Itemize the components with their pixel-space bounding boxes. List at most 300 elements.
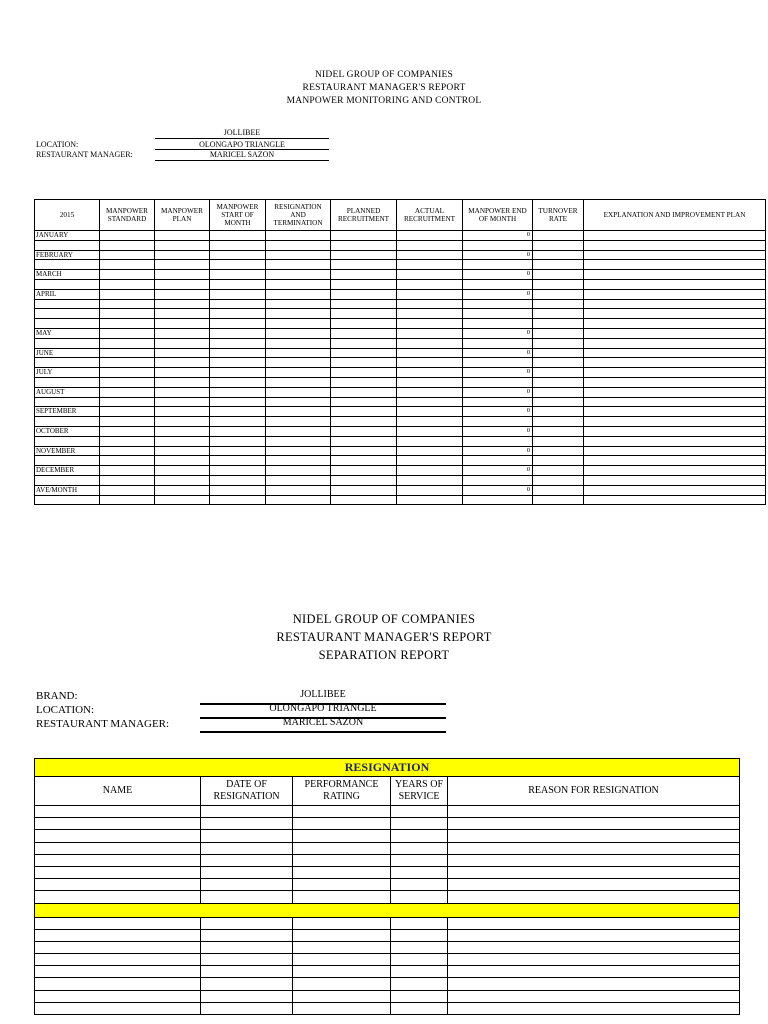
table-row bbox=[35, 446, 766, 456]
table-cell bbox=[210, 475, 266, 485]
table-row bbox=[35, 818, 740, 830]
column-header: MANPOWER END OF MONTH bbox=[463, 200, 533, 231]
section-title: RESIGNATION bbox=[35, 759, 740, 777]
table-cell bbox=[391, 866, 448, 878]
table-row bbox=[35, 231, 766, 241]
column-header: EXPLANATION AND IMPROVEMENT PLAN bbox=[584, 200, 766, 231]
table-cell bbox=[155, 446, 210, 456]
table-cell bbox=[35, 941, 201, 953]
table-cell bbox=[584, 348, 766, 358]
table-cell bbox=[533, 466, 584, 476]
table-cell bbox=[584, 397, 766, 407]
table-cell bbox=[266, 299, 331, 309]
table-row bbox=[35, 397, 766, 407]
table-cell bbox=[35, 929, 201, 941]
table-cell bbox=[100, 309, 155, 319]
table-cell bbox=[155, 231, 210, 241]
table-cell bbox=[210, 231, 266, 241]
table-cell bbox=[201, 929, 293, 941]
table-row bbox=[35, 485, 766, 495]
table-cell bbox=[35, 978, 201, 990]
table-cell bbox=[584, 456, 766, 466]
table-cell bbox=[391, 842, 448, 854]
table-row bbox=[35, 309, 766, 319]
month-label: JULY bbox=[35, 368, 100, 378]
table-cell bbox=[397, 231, 463, 241]
table-cell bbox=[391, 954, 448, 966]
table-cell bbox=[397, 368, 463, 378]
table-cell bbox=[210, 436, 266, 446]
end-of-month-value: 0 bbox=[463, 485, 533, 495]
table-cell bbox=[266, 368, 331, 378]
month-label bbox=[35, 309, 100, 319]
table-cell bbox=[463, 495, 533, 505]
table-cell bbox=[397, 446, 463, 456]
table-cell bbox=[266, 328, 331, 338]
table-cell bbox=[448, 891, 740, 903]
table-cell bbox=[533, 328, 584, 338]
manpower-monitoring-table bbox=[34, 199, 766, 505]
column-header-rating: PERFORMANCE RATING bbox=[293, 777, 391, 806]
table-row bbox=[35, 289, 766, 299]
table-cell bbox=[463, 397, 533, 407]
table-cell bbox=[397, 466, 463, 476]
table-cell bbox=[331, 270, 397, 280]
table-cell bbox=[584, 387, 766, 397]
table-cell bbox=[210, 358, 266, 368]
table-row bbox=[35, 941, 740, 953]
end-of-month-value: 0 bbox=[463, 407, 533, 417]
table-cell bbox=[391, 806, 448, 818]
table-cell bbox=[201, 866, 293, 878]
table-cell bbox=[331, 348, 397, 358]
column-header: TURNOVER RATE bbox=[533, 200, 584, 231]
month-label: FEBRUARY bbox=[35, 250, 100, 260]
table-cell bbox=[391, 929, 448, 941]
table-row bbox=[35, 879, 740, 891]
table-cell bbox=[463, 475, 533, 485]
table-cell bbox=[155, 407, 210, 417]
table-cell bbox=[533, 289, 584, 299]
table-row bbox=[35, 966, 740, 978]
table-cell bbox=[331, 436, 397, 446]
table-cell bbox=[100, 436, 155, 446]
report1-location-value: OLONGAPO TRIANGLE bbox=[199, 140, 285, 149]
table-cell bbox=[533, 319, 584, 329]
table-cell bbox=[397, 485, 463, 495]
table-cell bbox=[397, 299, 463, 309]
table-cell bbox=[210, 270, 266, 280]
column-header-date: DATE OF RESIGNATION bbox=[201, 777, 293, 806]
table-cell bbox=[463, 338, 533, 348]
table-cell bbox=[201, 917, 293, 929]
table-cell bbox=[533, 456, 584, 466]
table-cell bbox=[391, 830, 448, 842]
table-cell bbox=[448, 954, 740, 966]
table-cell bbox=[293, 954, 391, 966]
table-cell bbox=[331, 377, 397, 387]
table-cell bbox=[448, 854, 740, 866]
table-cell bbox=[266, 231, 331, 241]
table-cell bbox=[533, 231, 584, 241]
table-cell bbox=[391, 879, 448, 891]
table-cell bbox=[331, 387, 397, 397]
report2-title-line-3: SEPARATION REPORT bbox=[318, 648, 450, 662]
table-cell bbox=[155, 309, 210, 319]
table-cell bbox=[266, 338, 331, 348]
table-cell bbox=[100, 289, 155, 299]
table-cell bbox=[266, 466, 331, 476]
table-cell bbox=[155, 250, 210, 260]
table-cell bbox=[584, 358, 766, 368]
table-cell bbox=[100, 348, 155, 358]
info-line bbox=[155, 138, 329, 139]
table-cell bbox=[35, 866, 201, 878]
table-row bbox=[35, 387, 766, 397]
table-cell bbox=[210, 289, 266, 299]
table-cell bbox=[533, 260, 584, 270]
table-cell bbox=[100, 328, 155, 338]
table-cell bbox=[397, 328, 463, 338]
table-cell bbox=[397, 436, 463, 446]
table-cell bbox=[201, 966, 293, 978]
table-cell bbox=[35, 397, 100, 407]
table-cell bbox=[100, 299, 155, 309]
table-row bbox=[35, 475, 766, 485]
table-cell bbox=[100, 466, 155, 476]
table-cell bbox=[155, 368, 210, 378]
table-cell bbox=[331, 426, 397, 436]
table-cell bbox=[155, 417, 210, 427]
table-cell bbox=[397, 407, 463, 417]
table-cell bbox=[35, 842, 201, 854]
table-row bbox=[35, 436, 766, 446]
table-cell bbox=[397, 309, 463, 319]
table-cell bbox=[100, 475, 155, 485]
table-cell bbox=[210, 387, 266, 397]
table-row bbox=[35, 377, 766, 387]
table-body bbox=[35, 231, 766, 505]
table-row bbox=[35, 456, 766, 466]
table-cell bbox=[155, 279, 210, 289]
table-cell bbox=[35, 891, 201, 903]
table-row bbox=[35, 417, 766, 427]
table-cell bbox=[331, 495, 397, 505]
table-cell bbox=[201, 891, 293, 903]
table-cell bbox=[397, 338, 463, 348]
table-cell bbox=[331, 299, 397, 309]
resignation-header-row bbox=[35, 777, 740, 806]
table-cell bbox=[533, 387, 584, 397]
table-cell bbox=[266, 475, 331, 485]
end-of-month-value: 0 bbox=[463, 387, 533, 397]
table-cell bbox=[35, 830, 201, 842]
table-cell bbox=[397, 260, 463, 270]
table-cell bbox=[293, 917, 391, 929]
table-cell bbox=[331, 319, 397, 329]
table-cell bbox=[331, 279, 397, 289]
table-cell bbox=[35, 495, 100, 505]
month-label: MAY bbox=[35, 328, 100, 338]
report1-title-line-3: MANPOWER MONITORING AND CONTROL bbox=[286, 96, 482, 106]
section-title-row bbox=[35, 759, 740, 777]
table-cell bbox=[100, 495, 155, 505]
column-header: PLANNED RECRUITMENT bbox=[331, 200, 397, 231]
table-cell bbox=[266, 426, 331, 436]
table-cell bbox=[155, 485, 210, 495]
table-row bbox=[35, 240, 766, 250]
table-cell bbox=[210, 240, 266, 250]
table-cell bbox=[155, 387, 210, 397]
table-cell bbox=[210, 368, 266, 378]
end-of-month-value: 0 bbox=[463, 270, 533, 280]
table-cell bbox=[266, 270, 331, 280]
table-cell bbox=[100, 397, 155, 407]
table-cell bbox=[201, 854, 293, 866]
table-cell bbox=[397, 250, 463, 260]
table-cell bbox=[35, 377, 100, 387]
table-cell bbox=[210, 309, 266, 319]
report1-location-label: LOCATION: bbox=[36, 140, 79, 149]
table-cell bbox=[331, 260, 397, 270]
table-cell bbox=[266, 289, 331, 299]
table-cell bbox=[331, 446, 397, 456]
table-cell bbox=[35, 338, 100, 348]
table-cell bbox=[35, 417, 100, 427]
table-cell bbox=[201, 842, 293, 854]
table-cell bbox=[391, 978, 448, 990]
resignation-table bbox=[34, 758, 740, 1015]
table-row bbox=[35, 929, 740, 941]
table-cell bbox=[397, 397, 463, 407]
table-cell bbox=[155, 475, 210, 485]
table-cell bbox=[266, 456, 331, 466]
table-row bbox=[35, 348, 766, 358]
table-cell bbox=[100, 377, 155, 387]
table-cell bbox=[100, 260, 155, 270]
table-cell bbox=[533, 485, 584, 495]
table-cell bbox=[533, 309, 584, 319]
table-cell bbox=[210, 466, 266, 476]
table-cell bbox=[35, 903, 740, 917]
table-row bbox=[35, 891, 740, 903]
table-row bbox=[35, 299, 766, 309]
column-header: ACTUAL RECRUITMENT bbox=[397, 200, 463, 231]
end-of-month-value: 0 bbox=[463, 328, 533, 338]
table-cell bbox=[35, 475, 100, 485]
table-cell bbox=[100, 270, 155, 280]
year-header: 2015 bbox=[35, 200, 100, 231]
table-cell bbox=[397, 348, 463, 358]
table-row bbox=[35, 806, 740, 818]
end-of-month-value bbox=[463, 309, 533, 319]
table-cell bbox=[210, 446, 266, 456]
column-header: RESIGNATION AND TERMINATION bbox=[266, 200, 331, 231]
report1-title-line-2: RESTAURANT MANAGER'S REPORT bbox=[302, 83, 466, 93]
report1-title-line-1: NIDEL GROUP OF COMPANIES bbox=[314, 70, 454, 80]
table-cell bbox=[35, 966, 201, 978]
report1-manager-value: MARICEL SAZON bbox=[209, 150, 275, 159]
table-cell bbox=[210, 417, 266, 427]
table-cell bbox=[397, 279, 463, 289]
table-cell bbox=[293, 818, 391, 830]
table-cell bbox=[201, 990, 293, 1002]
table-cell bbox=[397, 387, 463, 397]
table-cell bbox=[155, 348, 210, 358]
table-cell bbox=[266, 240, 331, 250]
table-cell bbox=[210, 260, 266, 270]
table-cell bbox=[463, 319, 533, 329]
table-cell bbox=[533, 475, 584, 485]
table-cell bbox=[584, 485, 766, 495]
end-of-month-value: 0 bbox=[463, 231, 533, 241]
table-cell bbox=[210, 328, 266, 338]
table-cell bbox=[266, 309, 331, 319]
report1-title-block bbox=[0, 69, 768, 108]
table-cell bbox=[266, 348, 331, 358]
table-cell bbox=[155, 456, 210, 466]
table-cell bbox=[266, 397, 331, 407]
table-cell bbox=[331, 231, 397, 241]
table-cell bbox=[448, 917, 740, 929]
table-cell bbox=[35, 319, 100, 329]
table-row bbox=[35, 260, 766, 270]
table-cell bbox=[100, 231, 155, 241]
end-of-month-value: 0 bbox=[463, 250, 533, 260]
table-row bbox=[35, 954, 740, 966]
table-cell bbox=[533, 446, 584, 456]
column-header: MANPOWER PLAN bbox=[155, 200, 210, 231]
table-cell bbox=[448, 978, 740, 990]
table-cell bbox=[463, 260, 533, 270]
table-cell bbox=[100, 485, 155, 495]
table-cell bbox=[266, 279, 331, 289]
table-cell bbox=[155, 319, 210, 329]
table-cell bbox=[391, 891, 448, 903]
table-row bbox=[35, 1002, 740, 1014]
table-cell bbox=[331, 309, 397, 319]
table-cell bbox=[533, 358, 584, 368]
table-row bbox=[35, 407, 766, 417]
table-cell bbox=[584, 407, 766, 417]
table-cell bbox=[448, 866, 740, 878]
report2-title-line-2: RESTAURANT MANAGER'S REPORT bbox=[276, 630, 492, 644]
table-cell bbox=[448, 990, 740, 1002]
table-cell bbox=[391, 917, 448, 929]
report2-brand-value: JOLLIBEE bbox=[300, 689, 346, 700]
table-header-row bbox=[35, 200, 766, 231]
table-cell bbox=[201, 830, 293, 842]
table-cell bbox=[35, 240, 100, 250]
table-cell bbox=[533, 417, 584, 427]
table-cell bbox=[533, 299, 584, 309]
month-label: JUNE bbox=[35, 348, 100, 358]
table-cell bbox=[397, 240, 463, 250]
table-cell bbox=[463, 299, 533, 309]
table-cell bbox=[155, 328, 210, 338]
table-cell bbox=[397, 270, 463, 280]
table-cell bbox=[331, 250, 397, 260]
table-cell bbox=[35, 260, 100, 270]
table-cell bbox=[533, 397, 584, 407]
table-cell bbox=[210, 485, 266, 495]
table-cell bbox=[210, 299, 266, 309]
table-row bbox=[35, 328, 766, 338]
table-cell bbox=[584, 270, 766, 280]
table-cell bbox=[397, 456, 463, 466]
table-cell bbox=[331, 475, 397, 485]
table-cell bbox=[35, 299, 100, 309]
table-cell bbox=[448, 929, 740, 941]
table-cell bbox=[448, 830, 740, 842]
table-cell bbox=[293, 990, 391, 1002]
end-of-month-value: 0 bbox=[463, 348, 533, 358]
table-row bbox=[35, 338, 766, 348]
table-cell bbox=[331, 240, 397, 250]
table-cell bbox=[100, 417, 155, 427]
table-cell bbox=[397, 426, 463, 436]
table-cell bbox=[448, 842, 740, 854]
table-cell bbox=[533, 270, 584, 280]
table-cell bbox=[100, 426, 155, 436]
table-cell bbox=[293, 929, 391, 941]
table-cell bbox=[155, 466, 210, 476]
table-cell bbox=[266, 417, 331, 427]
table-cell bbox=[584, 231, 766, 241]
table-cell bbox=[201, 806, 293, 818]
month-label: NOVEMBER bbox=[35, 446, 100, 456]
table-cell bbox=[584, 446, 766, 456]
table-cell bbox=[100, 368, 155, 378]
table-cell bbox=[266, 436, 331, 446]
table-cell bbox=[463, 279, 533, 289]
column-header-reason: REASON FOR RESIGNATION bbox=[448, 777, 740, 806]
table-cell bbox=[100, 250, 155, 260]
table-cell bbox=[584, 466, 766, 476]
report2-brand-label: BRAND: bbox=[36, 690, 78, 702]
info-line bbox=[200, 731, 446, 733]
table-cell bbox=[463, 417, 533, 427]
table-cell bbox=[155, 495, 210, 505]
table-cell bbox=[266, 495, 331, 505]
table-cell bbox=[100, 387, 155, 397]
table-cell bbox=[584, 250, 766, 260]
end-of-month-value: 0 bbox=[463, 289, 533, 299]
table-cell bbox=[210, 319, 266, 329]
table-cell bbox=[155, 260, 210, 270]
table-cell bbox=[397, 319, 463, 329]
table-cell bbox=[331, 417, 397, 427]
table-cell bbox=[463, 240, 533, 250]
table-row bbox=[35, 368, 766, 378]
table-cell bbox=[448, 879, 740, 891]
table-cell bbox=[210, 338, 266, 348]
table-cell bbox=[397, 377, 463, 387]
end-of-month-value: 0 bbox=[463, 368, 533, 378]
table-cell bbox=[463, 377, 533, 387]
table-cell bbox=[448, 941, 740, 953]
table-cell bbox=[293, 806, 391, 818]
table-cell bbox=[210, 377, 266, 387]
table-row bbox=[35, 990, 740, 1002]
table-cell bbox=[210, 250, 266, 260]
table-cell bbox=[201, 978, 293, 990]
table-cell bbox=[293, 891, 391, 903]
table-cell bbox=[533, 240, 584, 250]
table-row bbox=[35, 830, 740, 842]
table-cell bbox=[331, 338, 397, 348]
end-of-month-value: 0 bbox=[463, 446, 533, 456]
